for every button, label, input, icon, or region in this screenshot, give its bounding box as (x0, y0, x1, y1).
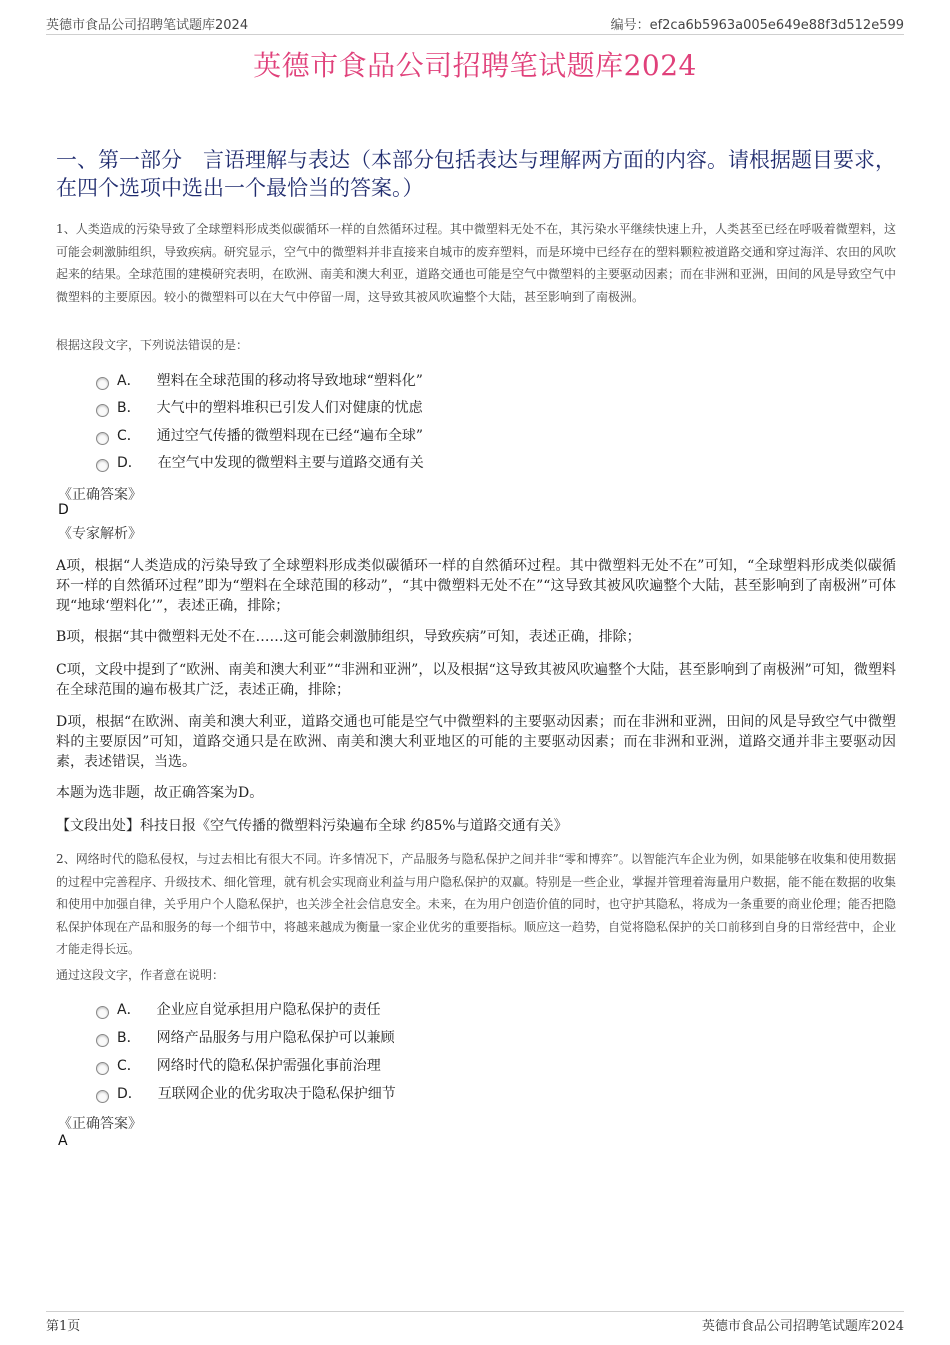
radio-icon[interactable] (96, 1034, 109, 1047)
option-letter: D． (117, 455, 142, 471)
q2-option-c[interactable] (96, 1055, 381, 1075)
option-text: 网络产品服务与用户隐私保护可以兼顾 (156, 1030, 395, 1046)
q2-option-b[interactable] (96, 1027, 395, 1047)
q1-option-b[interactable] (96, 397, 423, 417)
radio-icon[interactable] (96, 1090, 109, 1103)
radio-icon[interactable] (96, 1006, 109, 1019)
section-heading: 一、第一部分 言语理解与表达（本部分包括表达与理解两方面的内容。请根据题目要求，在四个选项中选出一个最恰当的答案。） (56, 148, 896, 200)
page-footer (46, 1311, 904, 1334)
q1-analysis-c: C项，文段中提到了“欧洲、南美和澳大利亚”“非洲和亚洲”，以及根据“这导致其被风吹遍整个大陆，甚至影响到了南极洲”可知，微塑料在全球范围的遍布极其广泛，表述正确，排除； (56, 662, 896, 698)
q2-option-a[interactable] (96, 999, 381, 1019)
option-letter: A． (117, 373, 141, 389)
q2-passage: 2、网络时代的隐私侵权，与过去相比有很大不同。许多情况下，产品服务与隐私保护之间并非“零和博弈”。以智能汽车企业为例，如果能够在收集和使用数据的过程中完善程序、升级技术、细化管理，就有机会实现商业利益与用户隐私保护的双赢。特别是一些企业，掌握并管理着海量用户数据，能不能在数据的收集和使用中加强自律，关乎用户个人隐私保护，也关涉全社会信息安全。未来，在为用户创造价值的同时，也守护其隐私，将成为一条重要的商业伦理；能否把隐私保护体现在产品和服务的每一个细节中，将越来越成为衡量一家企业优劣的重要指标。顺应这一趋势，自觉将隐私保护的关口前移到自身的日常经营中，企业才能走得长远。 (56, 852, 897, 956)
q2-answer: A (58, 1133, 68, 1149)
page-title: 英德市食品公司招聘笔试题库2024 (253, 49, 697, 82)
option-text: 塑料在全球范围的移动将导致地球“塑料化” (156, 373, 423, 389)
header-doc-id: 编号：ef2ca6b5963a005e649e88f3d512e599 (610, 18, 904, 33)
radio-icon[interactable] (96, 404, 109, 417)
q2-prompt: 通过这段文字，作者意在说明： (56, 968, 225, 982)
radio-icon[interactable] (96, 377, 109, 390)
q1-source: 【文段出处】科技日报《空气传播的微塑料污染遍布全球 约85%与道路交通有关》 (56, 818, 568, 834)
q1-option-a[interactable] (96, 370, 423, 390)
option-text: 企业应自觉承担用户隐私保护的责任 (156, 1002, 381, 1018)
option-text: 在空气中发现的微塑料主要与道路交通有关 (157, 455, 424, 471)
q1-prompt: 根据这段文字，下列说法错误的是： (56, 338, 249, 352)
radio-icon[interactable] (96, 1062, 109, 1075)
header-doc-title: 英德市食品公司招聘笔试题库2024 (46, 18, 249, 33)
q1-passage: 1、人类造成的污染导致了全球塑料形成类似碳循环一样的自然循环过程。其中微塑料无处不在，其污染水平继续快速上升，人类甚至已经在呼吸着微塑料，这可能会刺激肺组织，导致疾病。研究显示，空气中的微塑料并非直接来自城市的废弃塑料，而是环境中已经存在的塑料颗粒被道路交通和穿过海洋、农田的风吹起来的结果。全球范围的建模研究表明，在欧洲、南美和澳大利亚，道路交通也可能是空气中微塑料的主要驱动因素；而在非洲和亚洲，田间的风是导致空气中微塑料的主要原因。较小的微塑料可以在大气中停留一周，这导致其被风吹遍整个大陆，甚至影响到了南极洲。 (56, 222, 897, 304)
footer-page-number: 第1页 (46, 1319, 81, 1334)
q1-analysis-label: 《专家解析》 (58, 526, 142, 542)
option-text: 互联网企业的优劣取决于隐私保护细节 (157, 1086, 396, 1102)
q1-answer-label: 《正确答案》 (58, 487, 142, 503)
radio-icon[interactable] (96, 432, 109, 445)
option-text: 网络时代的隐私保护需强化事前治理 (156, 1058, 381, 1074)
option-letter: D． (117, 1086, 142, 1102)
q1-analysis-d: D项，根据“在欧洲、南美和澳大利亚，道路交通也可能是空气中微塑料的主要驱动因素；而在非洲和亚洲，田间的风是导致空气中微塑料的主要原因”可知，道路交通只是在欧洲、南美和澳大利亚地区的可能的主要驱动因素；而在非洲和亚洲，道路交通并非主要驱动因素，表述错误，当选。 (56, 714, 896, 770)
q1-answer: D (58, 502, 69, 518)
option-letter: B． (117, 1030, 141, 1046)
radio-icon[interactable] (96, 459, 109, 472)
option-letter: B． (117, 400, 141, 416)
option-letter: A． (117, 1002, 141, 1018)
option-letter: C． (117, 428, 141, 444)
page-header (46, 14, 904, 35)
option-text: 大气中的塑料堆积已引发人们对健康的忧虑 (156, 400, 423, 416)
q1-conclusion: 本题为选非题，故正确答案为D。 (56, 785, 264, 801)
q1-option-d[interactable] (96, 452, 424, 472)
q1-option-c[interactable] (96, 425, 423, 445)
q1-analysis-b: B项，根据“其中微塑料无处不在……这可能会刺激肺组织，导致疾病”可知，表述正确，排除； (56, 629, 641, 645)
q2-option-d[interactable] (96, 1083, 396, 1103)
option-letter: C． (117, 1058, 141, 1074)
q2-answer-label: 《正确答案》 (58, 1116, 142, 1132)
option-text: 通过空气传播的微塑料现在已经“遍布全球” (156, 428, 424, 444)
footer-doc-title: 英德市食品公司招聘笔试题库2024 (701, 1319, 904, 1334)
q1-analysis-a: A项，根据“人类造成的污染导致了全球塑料形成类似碳循环一样的自然循环过程。其中微塑料无处不在”可知，“全球塑料形成类似碳循环一样的自然循环过程”即为“塑料在全球范围的移动”，“其中微塑料无处不在”“这导致其被风吹遍整个大陆，甚至影响到了南极洲”可体现“地球‘塑料化’”，表述正确，排除； (56, 558, 896, 614)
